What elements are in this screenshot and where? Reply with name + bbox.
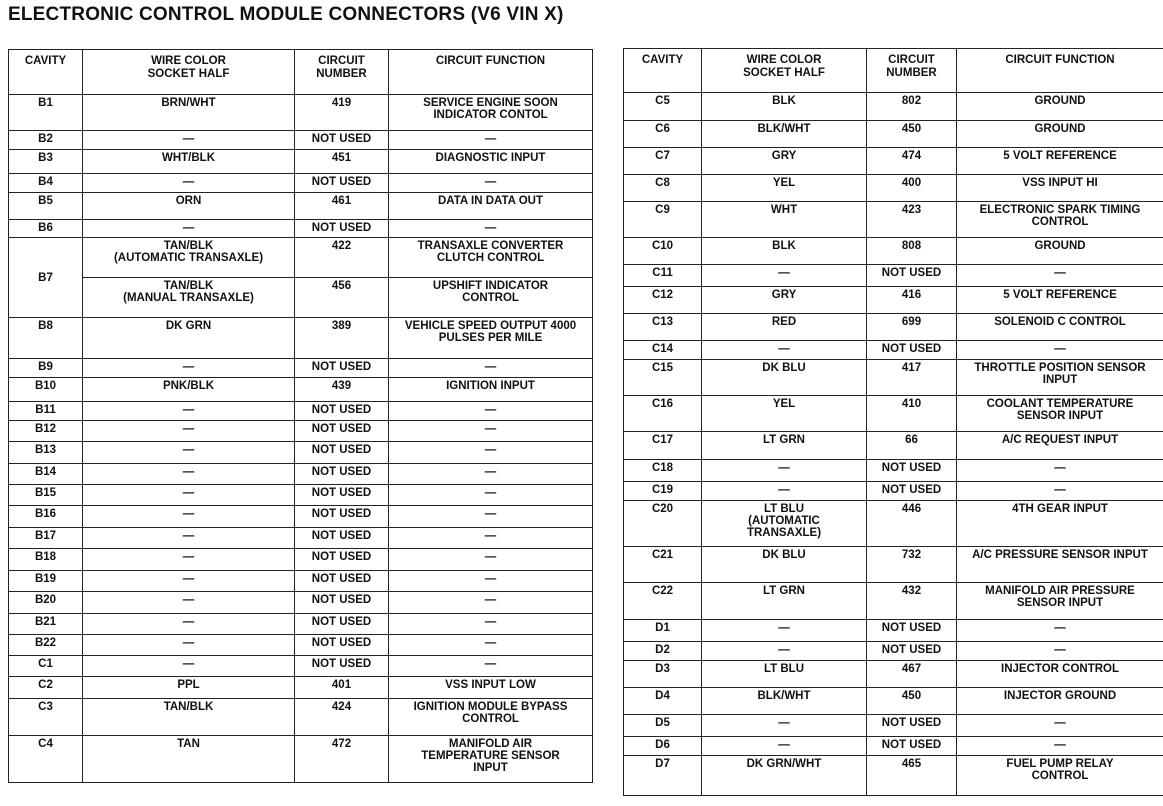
cavity-cell: B7 [9,238,83,318]
cavity-cell: D4 [624,688,702,715]
table-row [9,592,593,614]
circuit-number-cell: 732 [867,547,957,583]
circuit-number-cell: NOT USED [867,642,957,661]
circuit-function-cell: GROUND [957,93,1163,121]
wire-color-cell: ORN [83,193,295,220]
cavity-cell: D2 [624,642,702,661]
circuit-function-cell: — [389,592,593,614]
table-row [9,506,593,528]
cavity-cell: D3 [624,661,702,688]
circuit-function-cell: — [389,614,593,635]
cavity-cell: D5 [624,715,702,737]
circuit-function-header: CIRCUIT FUNCTION [957,49,1163,93]
circuit-number-cell: NOT USED [295,464,389,485]
wire-color-cell: — [702,460,867,482]
circuit-number-cell: NOT USED [295,359,389,378]
table-row [624,501,1163,547]
circuit-number-cell: 474 [867,148,957,175]
wire-color-cell: — [83,592,295,614]
circuit-number-cell: NOT USED [295,592,389,614]
cavity-cell: C3 [9,699,83,736]
table-row [9,549,593,571]
wire-color-cell: — [83,359,295,378]
cavity-cell: C11 [624,265,702,287]
cavity-cell: B19 [9,571,83,592]
circuit-function-header: CIRCUIT FUNCTION [389,50,593,95]
circuit-function-cell: 4TH GEAR INPUT [957,501,1163,547]
cavity-cell: B14 [9,464,83,485]
wire-color-cell: PPL [83,677,295,699]
cavity-cell: C16 [624,396,702,432]
wire-color-cell: — [83,635,295,656]
cavity-cell: C6 [624,121,702,148]
cavity-cell: B16 [9,506,83,528]
wire-color-cell: — [702,737,867,756]
circuit-number-cell: NOT USED [867,460,957,482]
wire-color-cell: — [702,642,867,661]
circuit-function-cell: INJECTOR GROUND [957,688,1163,715]
circuit-function-cell: — [389,506,593,528]
circuit-function-cell: A/C REQUEST INPUT [957,432,1163,460]
cavity-cell: C19 [624,482,702,501]
cavity-cell: B13 [9,442,83,464]
wire-color-cell: — [83,220,295,238]
cavity-cell: C1 [9,656,83,677]
table-row [9,421,593,442]
table-row [624,547,1163,583]
table-row [624,583,1163,620]
table-row [624,265,1163,287]
table-row [9,402,593,421]
table-row [624,620,1163,642]
circuit-function-cell: — [389,485,593,506]
circuit-number-cell: 699 [867,314,957,341]
cavity-cell: B18 [9,549,83,571]
circuit-number-cell: NOT USED [295,421,389,442]
wire-color-cell: — [83,174,295,193]
circuit-number-cell: NOT USED [867,265,957,287]
wire-color-cell: LT BLU (AUTOMATIC TRANSAXLE) [702,501,867,547]
circuit-function-cell: — [389,174,593,193]
circuit-number-cell: NOT USED [295,656,389,677]
circuit-number-cell: 808 [867,238,957,265]
cavity-cell: B15 [9,485,83,506]
cavity-cell: C15 [624,360,702,396]
circuit-function-cell: — [389,635,593,656]
table-row [624,396,1163,432]
cavity-cell: B21 [9,614,83,635]
cavity-cell: B20 [9,592,83,614]
header-row [624,49,1163,93]
table-row [624,482,1163,501]
circuit-function-cell: — [389,131,593,150]
header-row [9,50,593,95]
circuit-function-cell: — [957,482,1163,501]
circuit-function-cell: 5 VOLT REFERENCE [957,287,1163,314]
cavity-cell: C14 [624,341,702,360]
circuit-number-cell: 389 [295,318,389,359]
wire-color-cell: — [83,131,295,150]
wire-color-cell: DK GRN/WHT [702,756,867,796]
table-row [9,635,593,656]
table-row [9,278,593,318]
circuit-function-cell: — [389,442,593,464]
table-row [624,202,1163,238]
wire-color-cell: — [702,482,867,501]
cavity-cell: C5 [624,93,702,121]
wire-color-cell: TAN [83,736,295,783]
wire-color-cell: DK BLU [702,360,867,396]
circuit-number-cell: NOT USED [295,571,389,592]
wire-color-cell: — [702,265,867,287]
wire-color-cell: — [83,421,295,442]
page-title: ELECTRONIC CONTROL MODULE CONNECTORS (V6 VIN X) [8,4,564,25]
circuit-function-cell: IGNITION MODULE BYPASS CONTROL [389,699,593,736]
wire-color-cell: YEL [702,396,867,432]
circuit-function-cell: — [389,421,593,442]
table-row [9,464,593,485]
circuit-number-cell: 423 [867,202,957,238]
table-row [9,95,593,131]
wire-color-cell: YEL [702,175,867,202]
circuit-function-cell: — [389,464,593,485]
cavity-cell: C2 [9,677,83,699]
circuit-number-cell: NOT USED [295,549,389,571]
wire-color-cell: TAN/BLK (MANUAL TRANSAXLE) [83,278,295,318]
table-row [9,318,593,359]
circuit-number-cell: 66 [867,432,957,460]
table-row [624,93,1163,121]
cavity-header: CAVITY [9,50,83,95]
table-row [624,287,1163,314]
circuit-function-cell: MANIFOLD AIR PRESSURE SENSOR INPUT [957,583,1163,620]
circuit-number-cell: 410 [867,396,957,432]
table-row [9,699,593,736]
circuit-function-cell: — [957,737,1163,756]
circuit-function-cell: VSS INPUT HI [957,175,1163,202]
circuit-function-cell: — [389,656,593,677]
wire-color-header: WIRE COLOR SOCKET HALF [83,50,295,95]
table-row [624,148,1163,175]
circuit-function-cell: IGNITION INPUT [389,378,593,402]
circuit-number-cell: 450 [867,121,957,148]
right-connector-table [623,48,1163,796]
circuit-function-cell: 5 VOLT REFERENCE [957,148,1163,175]
table-row [624,661,1163,688]
cavity-cell: B22 [9,635,83,656]
wire-color-cell: — [83,549,295,571]
cavity-cell: B2 [9,131,83,150]
wire-color-cell: GRY [702,287,867,314]
circuit-function-cell: — [389,528,593,549]
circuit-number-cell: 465 [867,756,957,796]
table-row [9,378,593,402]
circuit-number-cell: NOT USED [867,341,957,360]
circuit-number-cell: 419 [295,95,389,131]
cavity-cell: D7 [624,756,702,796]
circuit-number-cell: NOT USED [295,506,389,528]
circuit-function-cell: A/C PRESSURE SENSOR INPUT [957,547,1163,583]
cavity-cell: B5 [9,193,83,220]
circuit-number-cell: 451 [295,150,389,174]
table-row [624,238,1163,265]
circuit-number-cell: NOT USED [295,220,389,238]
wire-color-cell: — [83,571,295,592]
cavity-cell: B10 [9,378,83,402]
circuit-number-cell: 450 [867,688,957,715]
wire-color-cell: — [83,614,295,635]
cavity-cell: C4 [9,736,83,783]
cavity-cell: C9 [624,202,702,238]
circuit-function-cell: — [389,220,593,238]
wire-color-cell: — [83,506,295,528]
wire-color-cell: — [83,442,295,464]
circuit-function-cell: VEHICLE SPEED OUTPUT 4000 PULSES PER MILE [389,318,593,359]
wire-color-cell: BLK [702,238,867,265]
table-row [624,756,1163,796]
wire-color-cell: — [83,485,295,506]
circuit-number-cell: NOT USED [295,528,389,549]
table-row [9,677,593,699]
wire-color-cell: BLK/WHT [702,688,867,715]
circuit-number-cell: 416 [867,287,957,314]
table-row [624,642,1163,661]
circuit-function-cell: ELECTRONIC SPARK TIMING CONTROL [957,202,1163,238]
circuit-number-cell: NOT USED [295,635,389,656]
circuit-function-cell: — [389,571,593,592]
table-row [9,193,593,220]
table-row [624,121,1163,148]
circuit-number-cell: 461 [295,193,389,220]
circuit-function-cell: VSS INPUT LOW [389,677,593,699]
circuit-number-cell: NOT USED [867,620,957,642]
circuit-function-cell: SOLENOID C CONTROL [957,314,1163,341]
cavity-cell: D6 [624,737,702,756]
circuit-function-cell: — [957,715,1163,737]
cavity-cell: B11 [9,402,83,421]
circuit-function-cell: GROUND [957,121,1163,148]
cavity-cell: B1 [9,95,83,131]
circuit-function-cell: DATA IN DATA OUT [389,193,593,220]
circuit-function-cell: MANIFOLD AIR TEMPERATURE SENSOR INPUT [389,736,593,783]
cavity-cell: C13 [624,314,702,341]
table-row [9,614,593,635]
circuit-number-cell: 422 [295,238,389,278]
circuit-number-cell: NOT USED [295,442,389,464]
cavity-cell: C10 [624,238,702,265]
circuit-function-cell: THROTTLE POSITION SENSOR INPUT [957,360,1163,396]
wire-color-cell: — [83,656,295,677]
table-row [9,442,593,464]
wire-color-header: WIRE COLOR SOCKET HALF [702,49,867,93]
wire-color-cell: PNK/BLK [83,378,295,402]
circuit-function-cell: — [957,341,1163,360]
circuit-function-cell: — [957,620,1163,642]
circuit-number-cell: 400 [867,175,957,202]
wire-color-cell: BLK/WHT [702,121,867,148]
wire-color-cell: BRN/WHT [83,95,295,131]
left-connector-table [8,49,593,783]
table-row [624,360,1163,396]
table-row [624,432,1163,460]
table-row [9,359,593,378]
circuit-number-cell: NOT USED [867,715,957,737]
circuit-number-cell: NOT USED [867,737,957,756]
circuit-function-cell: — [957,642,1163,661]
table-row [624,175,1163,202]
circuit-number-cell: 467 [867,661,957,688]
wire-color-cell: RED [702,314,867,341]
wire-color-cell: GRY [702,148,867,175]
table-row [9,220,593,238]
cavity-cell: C21 [624,547,702,583]
cavity-cell: B9 [9,359,83,378]
wire-color-cell: BLK [702,93,867,121]
circuit-function-cell: — [389,549,593,571]
table-row [624,715,1163,737]
table-row [9,131,593,150]
table-row [624,737,1163,756]
wire-color-cell: WHT/BLK [83,150,295,174]
table-row [9,485,593,506]
cavity-cell: C7 [624,148,702,175]
table-row [9,656,593,677]
wire-color-cell: DK BLU [702,547,867,583]
circuit-function-cell: GROUND [957,238,1163,265]
table-row [9,150,593,174]
circuit-function-cell: DIAGNOSTIC INPUT [389,150,593,174]
table-row [624,688,1163,715]
circuit-number-cell: 446 [867,501,957,547]
circuit-number-cell: 456 [295,278,389,318]
table-row [624,341,1163,360]
cavity-cell: C18 [624,460,702,482]
wire-color-cell: LT GRN [702,432,867,460]
circuit-number-cell: NOT USED [295,174,389,193]
wire-color-cell: LT BLU [702,661,867,688]
table-row [9,571,593,592]
circuit-function-cell: COOLANT TEMPERATURE SENSOR INPUT [957,396,1163,432]
wire-color-cell: — [83,402,295,421]
circuit-number-cell: NOT USED [295,402,389,421]
table-row [9,528,593,549]
circuit-function-cell: UPSHIFT INDICATOR CONTROL [389,278,593,318]
circuit-number-cell: 439 [295,378,389,402]
circuit-number-cell: 472 [295,736,389,783]
cavity-cell: B12 [9,421,83,442]
circuit-function-cell: — [957,265,1163,287]
cavity-cell: B6 [9,220,83,238]
cavity-cell: B4 [9,174,83,193]
circuit-function-cell: TRANSAXLE CONVERTER CLUTCH CONTROL [389,238,593,278]
cavity-cell: D1 [624,620,702,642]
table-row [9,174,593,193]
circuit-function-cell: — [389,359,593,378]
circuit-number-header: CIRCUIT NUMBER [867,49,957,93]
circuit-function-cell: — [957,460,1163,482]
circuit-number-cell: NOT USED [295,131,389,150]
wire-color-cell: WHT [702,202,867,238]
circuit-function-cell: INJECTOR CONTROL [957,661,1163,688]
circuit-number-header: CIRCUIT NUMBER [295,50,389,95]
cavity-cell: C20 [624,501,702,547]
circuit-number-cell: NOT USED [295,614,389,635]
circuit-number-cell: 417 [867,360,957,396]
circuit-function-cell: — [389,402,593,421]
cavity-cell: C12 [624,287,702,314]
wire-color-cell: — [702,341,867,360]
wire-color-cell: — [83,464,295,485]
table-row [624,460,1163,482]
cavity-header: CAVITY [624,49,702,93]
cavity-cell: B3 [9,150,83,174]
wire-color-cell: TAN/BLK [83,699,295,736]
circuit-function-cell: FUEL PUMP RELAY CONTROL [957,756,1163,796]
wire-color-cell: TAN/BLK (AUTOMATIC TRANSAXLE) [83,238,295,278]
circuit-function-cell: SERVICE ENGINE SOON INDICATOR CONTOL [389,95,593,131]
circuit-number-cell: 401 [295,677,389,699]
cavity-cell: C17 [624,432,702,460]
cavity-cell: B8 [9,318,83,359]
circuit-number-cell: NOT USED [295,485,389,506]
cavity-cell: C8 [624,175,702,202]
wire-color-cell: DK GRN [83,318,295,359]
circuit-number-cell: 424 [295,699,389,736]
circuit-number-cell: 802 [867,93,957,121]
cavity-cell: B17 [9,528,83,549]
wire-color-cell: — [83,528,295,549]
circuit-number-cell: NOT USED [867,482,957,501]
cavity-cell: C22 [624,583,702,620]
circuit-number-cell: 432 [867,583,957,620]
table-row [9,736,593,783]
table-row [9,238,593,278]
table-row [624,314,1163,341]
wire-color-cell: LT GRN [702,583,867,620]
wire-color-cell: — [702,620,867,642]
wire-color-cell: — [702,715,867,737]
